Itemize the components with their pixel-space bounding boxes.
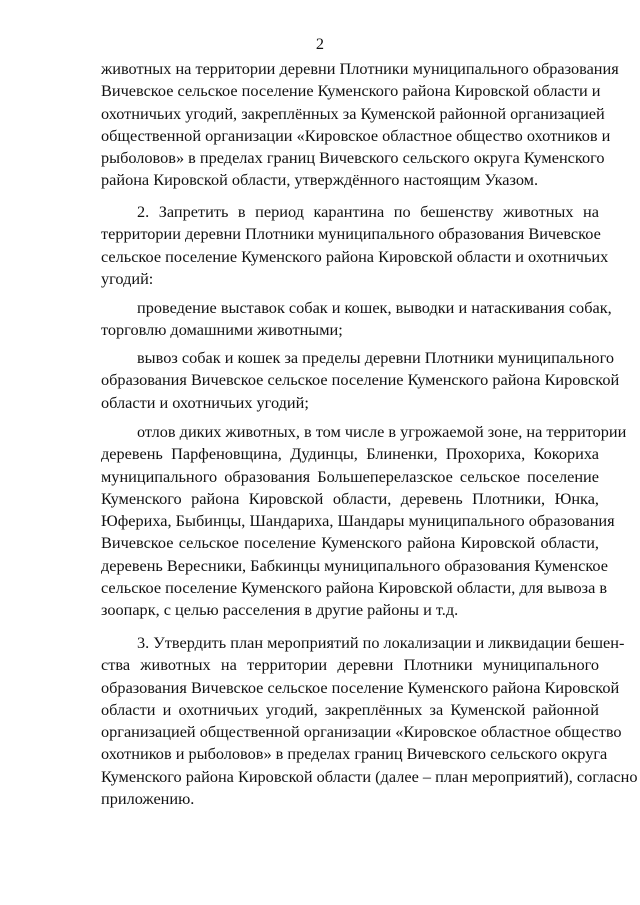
paragraph-capture <box>101 421 627 622</box>
text-line: деревень Вересники, Бабкинцы муниципального образования Куменское <box>101 555 608 575</box>
text-line: отлов диких животных, в том числе в угрожаемой зоне, на территории <box>137 422 627 441</box>
text-line: области и охотничьих угодий; <box>101 392 309 412</box>
text-line: Вичевское сельское поселение Куменского района Кировской области, <box>101 533 599 553</box>
text-line: района Кировской области, утверждённого настоящим Указом. <box>101 170 539 190</box>
text-line: угодий: <box>101 268 154 288</box>
text-line: 3. Утвердить план мероприятий по локализации и ликвидации бешен- <box>137 633 625 652</box>
text-line: Юфериха, Быбинцы, Шандариха, Шандары муниципального образования <box>101 511 615 531</box>
paragraph-item-3 <box>101 632 638 810</box>
text-line: ства животных на территории деревни Плотники муниципального <box>101 655 599 675</box>
paragraph-removal <box>101 347 620 414</box>
text-line: территории деревни Плотники муниципального образования Вичевское <box>101 224 601 244</box>
text-line: приложению. <box>101 789 195 809</box>
text-line: образования Вичевское сельское поселение Куменского района Кировской <box>101 677 620 697</box>
text-line: муниципального образования Большеперелазское сельское поселение <box>101 466 599 486</box>
text-line: зоопарк, с целью расселения в другие районы и т.д. <box>101 600 459 620</box>
paragraph-exhibitions <box>101 297 612 342</box>
text-line: образования Вичевское сельское поселение Куменского района Кировской <box>101 370 620 390</box>
text-line: охотников и рыболовов» в пределах границ Вичевского сельского округа <box>101 744 608 764</box>
text-line: области и охотничьих угодий, закреплённых за Куменской районной <box>101 699 599 719</box>
text-line: Куменского района Кировской области (далее – план мероприятий), согласно <box>101 766 638 786</box>
page-number: 2 <box>315 34 325 53</box>
text-line: Куменского района Кировской области, деревень Плотники, Юнка, <box>101 488 599 508</box>
text-line: сельское поселение Куменского района Кировской области и охотничьих <box>101 246 609 266</box>
paragraph-continuation <box>101 58 619 192</box>
text-line: 2. Запретить в период карантина по бешенству животных на <box>137 202 599 221</box>
text-line: Вичевское сельское поселение Куменского района Кировской области и <box>101 81 601 101</box>
text-line: организацией общественной организации «Кировское областное общество <box>101 722 622 742</box>
text-line: сельское поселение Куменского района Кировской области, для вывоза в <box>101 578 608 598</box>
text-line: вывоз собак и кошек за пределы деревни Плотники муниципального <box>137 348 614 367</box>
paragraph-item-2 <box>101 201 609 290</box>
text-line: рыболовов» в пределах границ Вичевского сельского округа Куменского <box>101 148 605 168</box>
text-line: проведение выставок собак и кошек, выводки и натаскивания собак, <box>137 298 612 317</box>
text-line: животных на территории деревни Плотники муниципального образования <box>101 59 619 78</box>
text-line: торговлю домашними животными; <box>101 320 343 340</box>
text-line: охотничьих угодий, закреплённых за Куменской районной организацией <box>101 103 605 123</box>
text-line: общественной организации «Кировское областное общество охотников и <box>101 125 611 145</box>
text-line: деревень Парфеновщина, Дудинцы, Блиненки, Прохориха, Кокориха <box>101 444 599 464</box>
